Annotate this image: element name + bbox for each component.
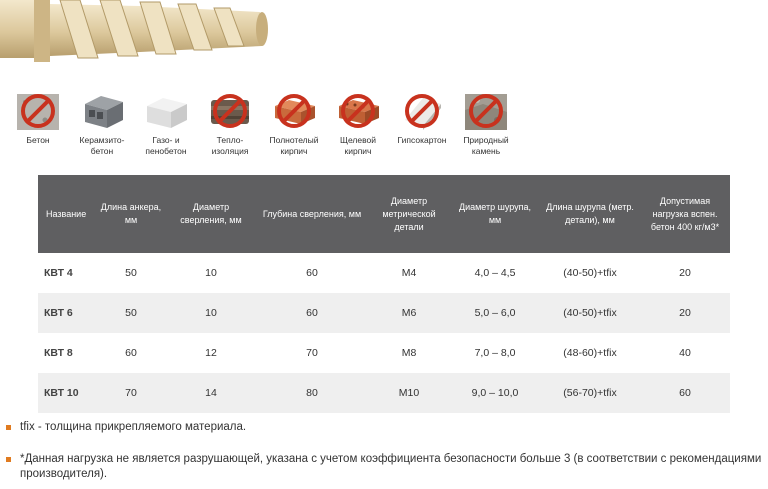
hollow-brick-banned-icon	[335, 90, 381, 132]
table-row	[38, 253, 730, 293]
footnote-text: tfix - толщина прикрепляемого материала.	[20, 421, 247, 433]
material-label: Тепло- изоляция	[211, 135, 249, 156]
table-cell: (40-50)+tfix	[563, 267, 617, 279]
footnote	[6, 420, 766, 435]
table-cell: M4	[401, 267, 417, 279]
footnote	[6, 452, 766, 482]
table-cell: 60	[306, 267, 318, 279]
material-item	[134, 90, 198, 157]
table-cell: M6	[368, 293, 450, 333]
table-cell: 50	[125, 267, 137, 279]
table-cell: КВТ 6	[38, 293, 96, 333]
table-cell: 70	[96, 373, 166, 413]
table-cell: 10	[166, 293, 256, 333]
anchor-product-image	[0, 0, 768, 72]
table-cell: КВТ 8	[44, 347, 73, 359]
material-label: Бетон	[26, 135, 50, 145]
anchor-spec-table	[38, 175, 730, 413]
table-cell: 60	[256, 293, 368, 333]
material-item	[6, 90, 70, 146]
column-header: Диаметр сверления, мм	[166, 175, 256, 253]
table-cell: 20	[679, 267, 691, 279]
table-cell: M10	[368, 373, 450, 413]
table-cell: 60	[640, 373, 730, 413]
bullet-square-icon	[6, 457, 11, 462]
table-row	[38, 373, 730, 413]
table-cell: 40	[679, 347, 691, 359]
table-cell: 4,0 – 4,5	[474, 267, 516, 279]
material-item	[198, 90, 262, 157]
table-cell: 5,0 – 6,0	[450, 293, 540, 333]
table-row	[38, 333, 730, 373]
column-header: Допустимая нагрузка вспен. бетон 400 кг/м3*	[640, 175, 730, 253]
drywall-banned-icon	[399, 90, 445, 132]
table-cell: 50	[96, 293, 166, 333]
material-item	[454, 90, 518, 157]
table-cell: 14	[166, 373, 256, 413]
material-label: Гипсокартон	[397, 135, 447, 145]
aerated-concrete-block-icon	[143, 90, 189, 132]
material-item	[70, 90, 134, 157]
table-header-row	[38, 175, 730, 253]
column-header: Диаметр шурупа, мм	[450, 175, 540, 253]
footnote-text: *Данная нагрузка не является разрушающей, указана с учетом коэффициента безопасности больше 3 (в соответствии с рекомендациями производителя).	[20, 453, 762, 480]
material-item	[390, 90, 454, 146]
material-label: Газо- и пенобетон	[145, 135, 187, 156]
concrete-banned-icon	[15, 90, 61, 132]
insulation-banned-icon	[207, 90, 253, 132]
expanded-clay-block-icon	[79, 90, 125, 132]
table-cell: M8	[401, 347, 417, 359]
material-label: Щелевой кирпич	[340, 135, 376, 156]
table-row	[38, 293, 730, 333]
table-cell: КВТ 4	[44, 267, 73, 279]
column-header: Длина анкера, мм	[96, 175, 166, 253]
bullet-square-icon	[6, 425, 11, 430]
column-header: Диаметр метрической детали	[368, 175, 450, 253]
material-item	[326, 90, 390, 157]
table-cell: 10	[205, 267, 217, 279]
solid-brick-banned-icon	[271, 90, 317, 132]
table-cell: 9,0 – 10,0	[450, 373, 540, 413]
footnotes	[6, 420, 766, 482]
table-cell: 60	[125, 347, 137, 359]
table-cell: (48-60)+tfix	[563, 347, 617, 359]
table-cell: (56-70)+tfix	[540, 373, 640, 413]
material-label: Керамзито- бетон	[79, 135, 125, 156]
table-cell: 20	[640, 293, 730, 333]
material-label: Полнотелый кирпич	[269, 135, 319, 156]
table-cell: 80	[256, 373, 368, 413]
table-cell: (40-50)+tfix	[540, 293, 640, 333]
natural-stone-banned-icon	[463, 90, 509, 132]
table-cell: 12	[205, 347, 217, 359]
material-item	[262, 90, 326, 157]
column-header: Название	[38, 175, 96, 253]
substrate-materials-row	[6, 90, 526, 170]
material-label: Природный камень	[463, 135, 509, 156]
table-cell: 70	[306, 347, 318, 359]
column-header: Длина шурупа (метр. детали), мм	[540, 175, 640, 253]
table-cell: КВТ 10	[38, 373, 96, 413]
column-header: Глубина сверления, мм	[256, 175, 368, 253]
table-cell: 7,0 – 8,0	[474, 347, 516, 359]
